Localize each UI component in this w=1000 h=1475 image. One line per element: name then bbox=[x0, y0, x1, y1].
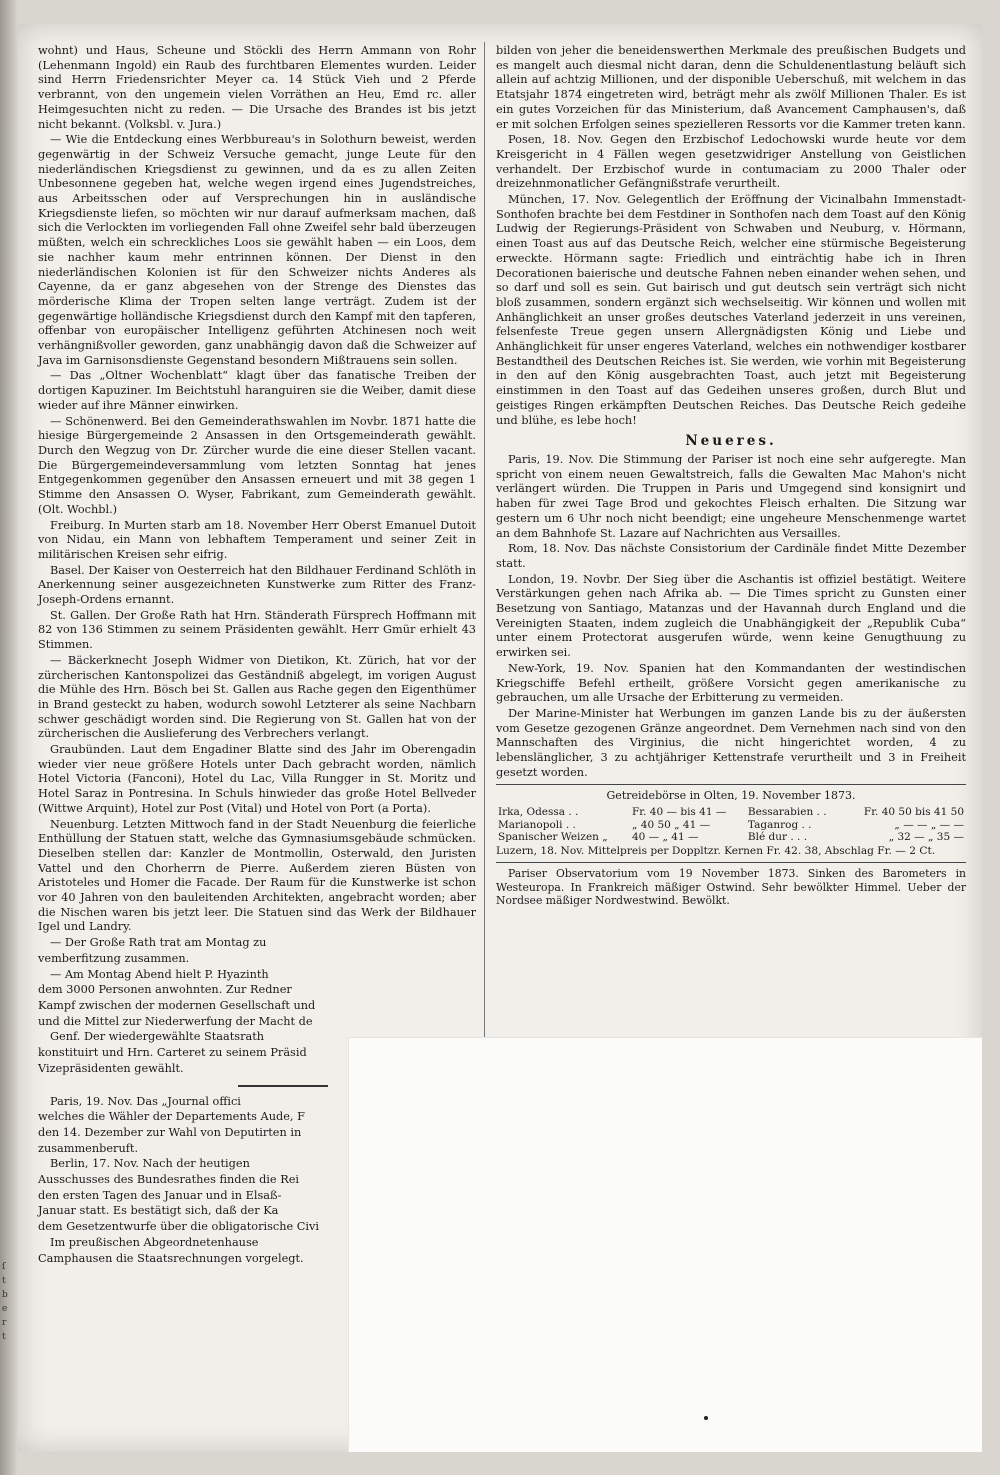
article-line: Kampf zwischen der modernen Gesellschaft und bbox=[38, 999, 316, 1012]
edge-mark: t bbox=[2, 1276, 6, 1286]
article-oltner-wochenblatt: — Das „Oltner Wochenblatt“ klagt über das fanatische Treiben der dortigen Kapuziner. Im Beichtstuhl haranguiren sie die Weiber, damit diese wieder auf ihre Männer einwirken. bbox=[38, 369, 476, 412]
market-cell: Blé dur . . . bbox=[747, 831, 808, 844]
table-row bbox=[496, 819, 966, 832]
table-row bbox=[496, 831, 966, 844]
divider bbox=[496, 862, 966, 863]
article-line: den ersten Tagen des Januar und in Elsaß- bbox=[38, 1188, 282, 1202]
article-line: dem Gesetzentwurfe über die obligatorische Civi bbox=[38, 1220, 320, 1234]
edge-marks bbox=[2, 1260, 16, 1344]
edge-mark: t bbox=[2, 1332, 6, 1342]
right-column bbox=[496, 44, 966, 909]
article-fire: wohnt) und Haus, Scheune und Stöckli des Herrn Ammann von Rohr (Lehenmann Ingold) ein Raub des furchtbaren Elementes wurden. Leider sind Herrn Friedensrichter Meyer ca. 14 Stück Vieh und 2 Pferde verbrannt, von den ungemein vielen Vorräthen an Heu, Emd rc. aller Heimgesuchten nicht zu reden. — Die Ursache des Brandes ist bis jetzt nicht bekannt. (Volksbl. v. Jura.) bbox=[38, 44, 476, 131]
article-grosse-rath: — Der Große Rath trat am Montag zu bbox=[50, 936, 267, 950]
article-budget: bilden von jeher die beneidenswerthen Merkmale des preußischen Budgets und es mangelt auch diesmal nicht daran, denn die Schuldenentlastung beläuft sich allein auf achtzig Millionen, und der disponible Ueberschuß, mit welchem in das Etatsjahr 1874 eingetreten wird, beträgt mehr als zwölf Millionen Thaler. Es ist ein gutes Vorzeichen für das Ministerium, daß Avancement Camphausen's, daß er mit solchen Erfolgen seines spezielleren Ressorts vor die Kammer treten kann. bbox=[496, 44, 966, 131]
article-basel: Basel. Der Kaiser von Oesterreich hat den Bildhauer Ferdinand Schlöth in Anerkennung seiner ausgezeichneten Kunstwerke zum Ritter des Franz-Joseph-Ordens ernannt. bbox=[38, 563, 476, 607]
market-title: Getreidebörse in Olten, 19. November 1873. bbox=[606, 789, 856, 803]
page-fold-shadow bbox=[0, 0, 18, 1475]
edge-mark: b bbox=[2, 1290, 8, 1300]
market-luzern: Luzern, 18. Nov. Mittelpreis per Doppltzr. Kernen Fr. 42. 38, Abschlag Fr. — 2 Ct. bbox=[496, 844, 936, 857]
article-schoenenwerd: — Schönenwerd. Bei den Gemeinderathswahlen im Novbr. 1871 hatte die hiesige Bürgergemeinde 2 Ansassen in den Ortsgemeinderath gewählt. Durch den Wegzug von Dr. Zürcher wurde die eine dieser Stellen vacant. Die Bürgergemeindeversammlung vom letzten Sonntag hat jenes Entgegenkommen gegenüber den Ansassen erneuert und mit 38 gegen 1 Stimme den Ansassen O. Wyser, Fabrikant, zum Gemeinderath gewählt. (Olt. Wochbl.) bbox=[38, 414, 476, 516]
edge-mark: r bbox=[2, 1318, 7, 1328]
article-line: und die Mittel zur Niederwerfung der Macht de bbox=[38, 1014, 313, 1028]
article-line: dem 3000 Personen anwohnten. Zur Redner bbox=[38, 983, 292, 997]
article-line: Januar statt. Es bestätigt sich, daß der Ka bbox=[38, 1204, 279, 1218]
market-cell: „ 40 50 „ 41 — bbox=[631, 818, 711, 831]
table-row bbox=[496, 806, 966, 819]
article-werbbureau: — Wie die Entdeckung eines Werbbureau's in Solothurn beweist, werden gegenwärtig in der Schweiz Versuche gemacht, junge Leute für den niederländischen Kriegsdienst zu gewinnen, und da es zu allen Zeiten Unbesonnene gegeben hat, welche wegen irgend eines Jugendstreiches, aus Arbeitsschen oder auf Versprechungen hin in ausländische Kriegsdienste liefen, so möchten wir nur darauf aufmerksam machen, daß sich die Verlockten im vorliegenden Fall ohne Zweifel sehr bald überzeugen müßten, welch ein schreckliches Loos sie gewählt haben — ein Loos, dem sie nachher kaum mehr entrinnen können. Der Dienst in den niederländischen Kolonien ist für den Schweizer nichts Anderes als Cayenne, da er ganz abgesehen von der Strenge des Dienstes das mörderische Klima der Tropen selten lange verträgt. Zudem ist der gegenwärtige holländische Kriegsdienst durch den Kampf mit den tapferen, offenbar von europäischer Intelligenz geführten Atchinesen noch weit verhängnißvoller geworden, ganz unabhängig davon daß die Schweizer auf Java im Garnisonsdienste Gegenstand besondern Mißtrauens sein sollen. bbox=[38, 133, 476, 367]
edge-mark: ſ bbox=[2, 1262, 6, 1272]
market-cell: Fr. 40 50 bis 41 50 bbox=[863, 806, 964, 819]
article-line: zusammenberuft. bbox=[38, 1141, 139, 1155]
news-new-york: New-York, 19. Nov. Spanien hat den Kommandanten der westindischen Kriegschiffe Befehl ertheilt, größere Vorsicht gegen amerikanische zu gebrauchen, um alle Ursache der Erbitterung zu vermeiden. bbox=[496, 661, 966, 705]
article-line: konstituirt und Hrn. Carteret zu seinem Präsid bbox=[38, 1046, 307, 1060]
article-berlin: Berlin, 17. Nov. Nach der heutigen bbox=[50, 1157, 250, 1171]
news-marine-minister: Der Marine-Minister hat Werbungen im ganzen Lande bis zu der äußersten vom Gesetze gezogenen Gränze angeordnet. Dem Vernehmen nach sind von den Mannschaften des Virginius, die nicht hingerichtet worden, 4 zu lebenslänglicher, 3 zu achtjähriger Kettenstrafe verurtheilt und 3 in Freiheit gesetzt worden. bbox=[496, 706, 966, 779]
article-paris-journal: Paris, 19. Nov. Das „Journal offici bbox=[50, 1094, 241, 1108]
article-preussisch: Im preußischen Abgeordnetenhause bbox=[50, 1235, 259, 1249]
article-genf: Genf. Der wiedergewählte Staatsrath bbox=[50, 1030, 265, 1044]
observatory-report: Pariser Observatorium vom 19 November 1873. Sinken des Barometers in Westeuropa. In Frankreich mäßiger Ostwind. Sehr bewölkter Himmel. Ueber der Nordsee mäßiger Nordwestwind. Bewölkt. bbox=[496, 867, 966, 908]
article-line: welches die Wähler der Departements Aude, F bbox=[38, 1110, 305, 1124]
ink-dot bbox=[704, 1416, 708, 1420]
article-line: Vizepräsidenten gewählt. bbox=[38, 1061, 184, 1075]
article-muenchen: München, 17. Nov. Gelegentlich der Eröffnung der Vicinalbahn Immenstadt-Sonthofen brachte bei dem Festdiner in Sonthofen nach dem Toast auf den König Ludwig der Regierungs-Präsident von Schwaben und Neuburg, v. Hörmann, einen Toast aus auf das Deutsche Reich, welcher eine stürmische Begeisterung erweckte. Hörmann sagte: Friedlich und einträchtig habe ich in Ihren Decorationen baierische und deutsche Fahnen neben einander wehen sehen, und so darf und soll es sein. Gut bairisch und gut deutsch sein verträgt sich nicht bloß zusammen, sondern ergänzt sich wechselseitig. Wir können und wollen mit Anhänglichkeit an unser großes deutsches Vaterland jederzeit in uns vereinen, felsenfeste Treue gegen unsern Allergnädigsten König und Liebe und Anhänglichkeit für unser engeres Vaterland, welches ein nothwendiger kostbarer Bestandtheil des Deutschen Reiches ist. Sie werden, wie vorhin mit Begeisterung in den auf den König ausgebrachten Toast, auch jetzt mit Begeisterung einstimmen in den Toast auf das Gedeihen unseres großen, durch Blut und geistiges Ringen erkämpften Deutschen Reiches. Das Deutsche Reich gedeihe und blühe, es lebe hoch! bbox=[496, 193, 966, 427]
blank-paper-patch bbox=[348, 1037, 982, 1452]
market-cell: Fr. 40 — bis 41 — bbox=[631, 806, 727, 819]
news-london: London, 19. Novbr. Der Sieg über die Aschantis ist offiziel bestätigt. Weitere Verstärkungen gehen nach Afrika ab. — Die Times spricht zu Gunsten einer Besetzung von Santiago, Matanzas und der Havannah durch England und die Vereinigten Staaten, indem zugleich die Unabhängigkeit der „Republik Cuba“ unter einem Protectorat ausgerufen würde, wenn keine Genugthuung zu erwirken sei. bbox=[496, 572, 966, 660]
article-hyazinth: — Am Montag Abend hielt P. Hyazinth bbox=[50, 967, 269, 981]
article-line: vemberfitzung zusammen. bbox=[38, 951, 190, 965]
article-graubuenden: Graubünden. Laut dem Engadiner Blatte sind des Jahr im Oberengadin wieder vier neue größere Hotels unter Dach gebracht worden, nämlich Hotel Victoria (Fanconi), Hotel du Lac, Villa Rungger in St. Moritz und Hotel Saraz in Pontresina. In Schuls hinwieder das große Hotel Bellveder (Wittwe Arquint), Hotel zur Post (Vital) und Hotel von Port (a Porta). bbox=[38, 743, 476, 815]
market-cell: „ — — „ — — bbox=[894, 818, 964, 831]
news-paris: Paris, 19. Nov. Die Stimmung der Pariser ist noch eine sehr aufgeregte. Man spricht von einem neuen Gewaltstreich, falls die Gewalten Mac Mahon's nicht verlängert würden. Die Truppen in Paris und Umgegend sind konsignirt und haben für zwei Tage Brod und gekochtes Fleisch erhalten. Die Sitzung war gestern um 6 Uhr noch nicht beendigt; eine ungeheure Menschenmenge wartet an dem Bahnhofe St. Lazare auf Nachrichten aus Versailles. bbox=[496, 452, 966, 540]
market-cell: Marianopoli . . bbox=[498, 818, 576, 831]
article-st-gallen: St. Gallen. Der Große Rath hat Hrn. Ständerath Fürsprech Hoffmann mit 82 von 136 Stimmen zu seinem Präsidenten gewählt. Herr Gmür erhielt 43 Stimmen. bbox=[38, 608, 476, 652]
divider bbox=[496, 784, 966, 785]
article-posen: Posen, 18. Nov. Gegen den Erzbischof Ledochowski wurde heute vor dem Kreisgericht in 4 Fällen wegen gesetzwidriger Anstellung von Geistlichen verhandelt. Der Erzbischof wurde in contumaciam zu 2000 Thaler oder dreizehnmonatlicher Gefängnißstrafe verurtheilt. bbox=[496, 133, 966, 191]
article-freiburg: Freiburg. In Murten starb am 18. November Herr Oberst Emanuel Dutoit von Nidau, ein Mann von lebhaftem Temperament und seiner Zeit in militärischen Kreisen sehr eifrig. bbox=[38, 518, 476, 561]
article-widmer: — Bäckerknecht Joseph Widmer von Dietikon, Kt. Zürich, hat vor der zürcherischen Kantonspolizei das Geständniß abgelegt, im vorigen August die Mühle des Hrn. Bösch bei St. Gallen aus Rache gegen den Eigenthümer in Brand gesteckt zu haben, wodurch sowohl Letzterer als seine Nachbarn schwer geschädigt worden sind. Die Regierung von St. Gallen hat von der zürcherischen die Auslieferung des Verbrechers verlangt. bbox=[38, 653, 476, 741]
news-rom: Rom, 18. Nov. Das nächste Consistorium der Cardinäle findet Mitte Dezember statt. bbox=[496, 542, 966, 570]
section-title-neueres: Neueres. bbox=[685, 433, 777, 450]
article-line: den 14. Dezember zur Wahl von Deputirten in bbox=[38, 1125, 302, 1139]
market-cell: Taganrog . . bbox=[747, 818, 812, 831]
newspaper-page bbox=[18, 24, 982, 1452]
market-cell: 40 — „ 41 — bbox=[631, 831, 699, 844]
article-neuenburg: Neuenburg. Letzten Mittwoch fand in der Stadt Neuenburg die feierliche Enthüllung der Statuen statt, welche das Gymnasiumsgebäude schmücken. Dieselben stellen dar: Kanzler de Montmollin, Osterwald, den Juristen Vattel und den Chorherrn de Pierre. Außerdem zieren Büsten von Aristoteles und Homer die Facade. Der Raum für die Kunstwerke ist schon vor 40 Jahren von den bauleitenden Architekten, angebracht worden; aber die Nischen waren bis jetzt leer. Die Statuen sind das Werk der Bildhauer Igel und Landry. bbox=[38, 817, 476, 934]
article-line: Camphausen die Staatsrechnungen vorgelegt. bbox=[38, 1251, 304, 1265]
market-cell: Bessarabien . . bbox=[747, 806, 827, 819]
market-cell: Irka, Odessa . . bbox=[498, 806, 579, 819]
market-cell: Spanischer Weizen „ bbox=[498, 831, 608, 844]
edge-mark: e bbox=[2, 1304, 8, 1314]
market-table bbox=[496, 806, 966, 844]
article-line: Ausschusses des Bundesrathes finden die Rei bbox=[38, 1173, 299, 1187]
separator-rule bbox=[238, 1085, 328, 1087]
market-cell: „ 32 — „ 35 — bbox=[888, 831, 964, 844]
